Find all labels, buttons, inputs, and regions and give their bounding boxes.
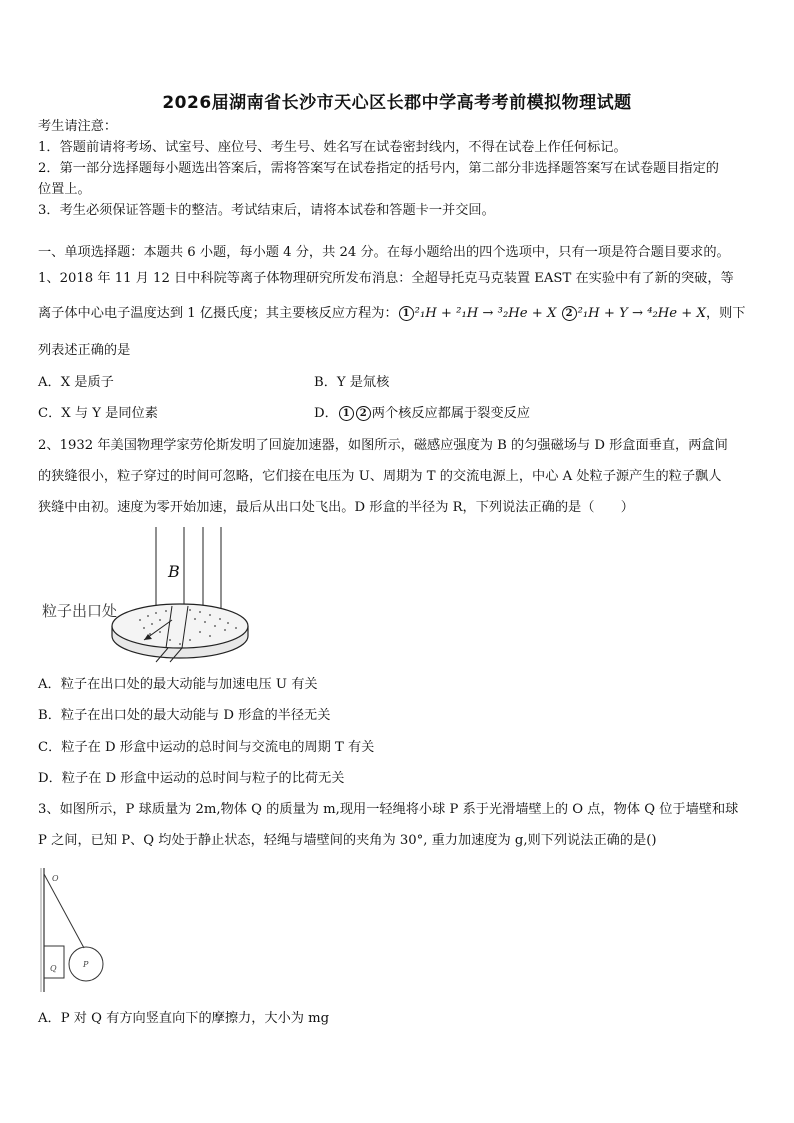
cyclotron-figure xyxy=(40,522,270,664)
q1-stem-line1: 1、2018 年 11 月 12 日中科院等离子体物理研究所发布消息：全超导托克马克装置 EAST 在实验中有了新的突破，等 xyxy=(38,271,734,286)
notice-item-1: 1．答题前请将考场、试室号、座位号、考生号、姓名写在试卷密封线内，不得在试卷上作任何标记。 xyxy=(38,140,627,155)
figure-label-o: O xyxy=(52,874,59,883)
q1-equation-1: ²₁H + ²₁H → ³₂He + X xyxy=(414,306,557,321)
circled-number-2: 2 xyxy=(562,306,577,321)
circled-number-1: 1 xyxy=(339,406,354,421)
q1-option-d-text: 两个核反应都属于裂变反应 xyxy=(371,406,531,421)
q1-stem-line3: 列表述正确的是 xyxy=(38,343,131,358)
figure-label-b: B xyxy=(168,562,180,581)
q3-option-a: A．P 对 Q 有方向竖直向下的摩擦力，大小为 mg xyxy=(38,1011,330,1026)
wall-ball-diagram xyxy=(38,866,118,994)
notice-item-3: 3．考生必须保证答题卡的整洁。考试结束后，请将本试卷和答题卡一并交回。 xyxy=(38,203,495,218)
q1-equation-2: ²₁H + Y → ⁴₂He + X xyxy=(577,306,706,321)
notice-item-2: 2．第一部分选择题每小题选出答案后，需将答案写在试卷指定的括号内，第二部分非选择题答案写在试卷题目指定的 xyxy=(38,161,719,176)
q3-stem-line2: P 之间，已知 P、Q 均处于静止状态，轻绳与墙壁间的夹角为 30°, 重力加速度为 g,则下列说法正确的是() xyxy=(38,833,657,848)
q1-option-a: A．X 是质子 xyxy=(38,375,114,390)
q2-option-d: D．粒子在 D 形盒中运动的总时间与粒子的比荷无关 xyxy=(38,771,345,786)
q2-option-c: C．粒子在 D 形盒中运动的总时间与交流电的周期 T 有关 xyxy=(38,740,375,755)
figure-label-p: P xyxy=(83,960,89,969)
q1-option-d-label: D． xyxy=(314,406,338,421)
wall-ball-figure xyxy=(38,866,118,994)
figure-label-exit: 粒子出口处 xyxy=(42,602,118,620)
q2-option-b: B．粒子在出口处的最大动能与 D 形盒的半径无关 xyxy=(38,708,331,723)
q1-option-c: C．X 与 Y 是同位素 xyxy=(38,406,158,421)
q1-option-b: B．Y 是氚核 xyxy=(314,375,390,390)
circled-number-1: 1 xyxy=(399,306,414,321)
q2-stem-line3: 狭缝中由初。速度为零开始加速，最后从出口处飞出。D 形盒的半径为 R，下列说法正确的是（ ） xyxy=(38,500,634,515)
q2-stem-line2: 的狭缝很小，粒子穿过的时间可忽略，它们接在电压为 U、周期为 T 的交流电源上，中心 A 处粒子源产生的粒子飘人 xyxy=(38,469,722,484)
notice-heading: 考生请注意： xyxy=(38,119,118,134)
q2-option-a: A．粒子在出口处的最大动能与加速电压 U 有关 xyxy=(38,677,318,692)
cyclotron-diagram xyxy=(40,522,270,664)
figure-label-q: Q xyxy=(50,964,57,973)
q1-stem-line2 xyxy=(38,305,760,323)
section-heading: 一、单项选择题：本题共 6 小题，每小题 4 分，共 24 分。在每小题给出的四个选项中，只有一项是符合题目要求的。 xyxy=(38,245,730,260)
q1-stem-line2-end: ，则下 xyxy=(705,306,746,321)
q1-stem-line2-text: 离子体中心电子温度达到 1 亿摄氏度；其主要核反应方程为： xyxy=(38,306,398,321)
q3-stem-line1: 3、如图所示，P 球质量为 2m,物体 Q 的质量为 m,现用一轻绳将小球 P 系于光滑墙壁上的 O 点，物体 Q 位于墙壁和球 xyxy=(38,802,739,817)
circled-number-2: 2 xyxy=(356,406,371,421)
notice-item-2-cont: 位置上。 xyxy=(38,182,91,197)
q1-option-d xyxy=(314,405,530,423)
page-title: 2026届湖南省长沙市天心区长郡中学高考考前模拟物理试题 xyxy=(162,93,632,113)
q2-stem-line1: 2、1932 年美国物理学家劳伦斯发明了回旋加速器，如图所示，磁感应强度为 B 的匀强磁场与 D 形盒面垂直，两盒间 xyxy=(38,438,728,453)
